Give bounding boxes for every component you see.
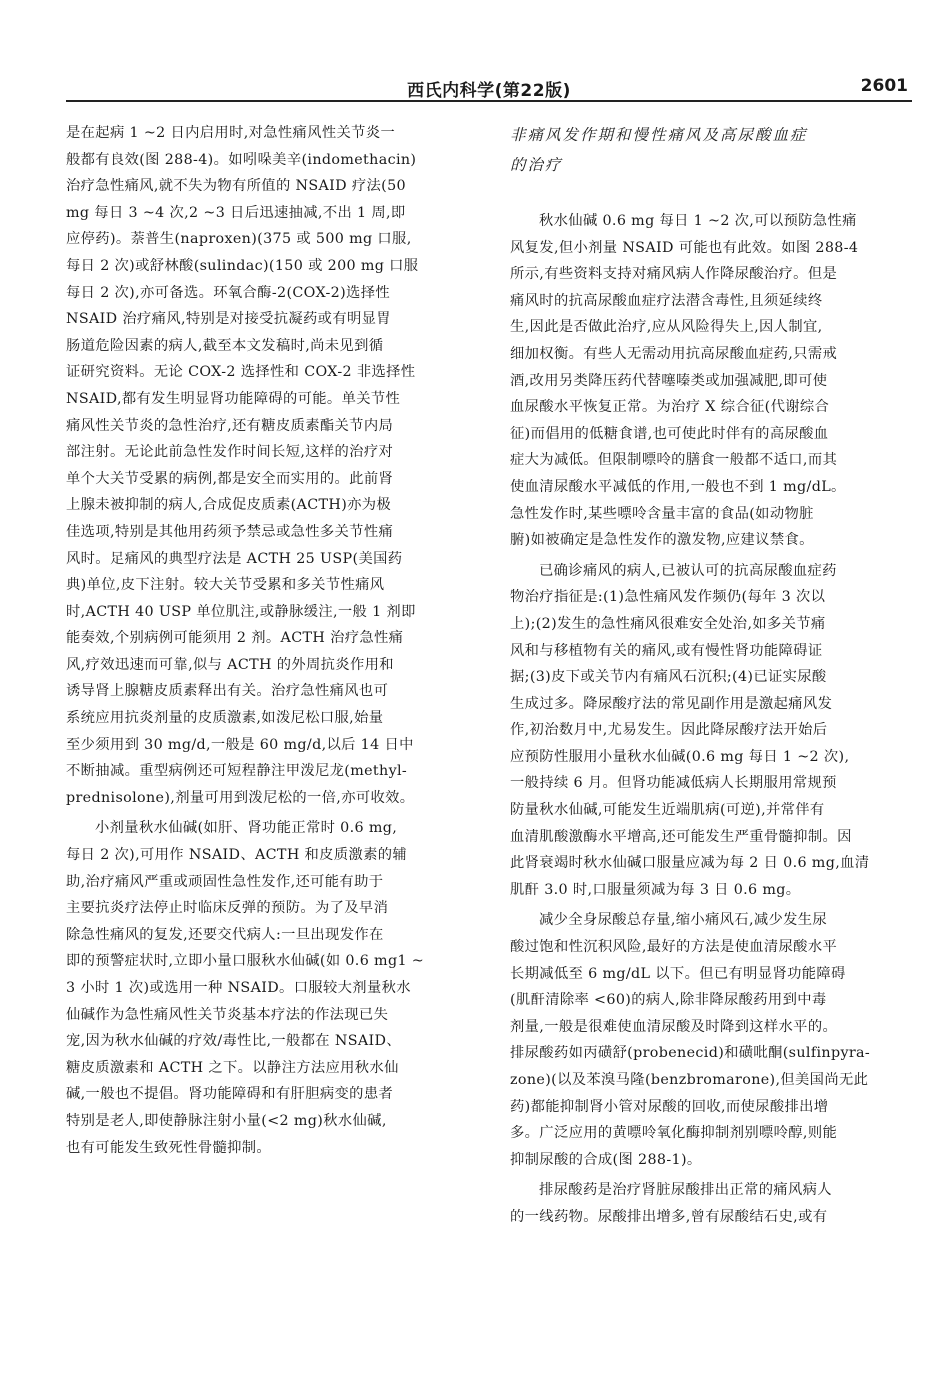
- text-line: 是在起病 1 ~2 日内启用时,对急性痛风性关节炎一: [66, 125, 396, 141]
- text-line: 主要抗炎疗法停止时临床反弹的预防。为了及早消: [66, 900, 389, 917]
- text-line: 的一线药物。尿酸排出增多,曾有尿酸结石史,或有: [510, 1208, 828, 1225]
- text-line: 治疗急性痛风,就不失为物有所值的 NSAID 疗法(50: [66, 178, 406, 195]
- text-line: 抑制尿酸的合成(图 288-1)。: [510, 1151, 702, 1168]
- text-line: 防量秋水仙碱,可能发生近端肌病(可逆),并常伴有: [510, 802, 825, 819]
- text-line: 秋水仙碱 0.6 mg 每日 1 ~2 次,可以预防急性痛: [539, 213, 857, 229]
- text-line: 征)而倡用的低糖食谱,也可使此时伴有的高尿酸血: [510, 425, 829, 442]
- page-header: [66, 76, 912, 102]
- text-line: 佳选项,特别是其他用药须予禁忌或急性多关节性痛: [66, 523, 394, 540]
- right-paragraph-3: [510, 907, 920, 1173]
- text-line: 般都有良效(图 288-4)。如吲哚美辛(indomethacin): [66, 151, 417, 168]
- text-line: 每日 2 次),可用作 NSAID、ACTH 和皮质激素的辅: [66, 847, 408, 864]
- text-line: 证研究资料。无论 COX-2 选择性和 COX-2 非选择性: [66, 364, 416, 381]
- text-line: 除急性痛风的复发,还要交代病人:一旦出现发作在: [66, 926, 384, 943]
- text-line: 药)都能抑制肾小管对尿酸的回收,而使尿酸排出增: [510, 1098, 829, 1115]
- text-line: 风复发,但小剂量 NSAID 可能也有此效。如图 288-4: [510, 239, 859, 256]
- text-line: 仙碱作为急性痛风性关节炎基本疗法的作法现已失: [66, 1006, 389, 1023]
- text-line: 部注射。无论此前急性发作时间长短,这样的治疗对: [66, 444, 394, 461]
- text-line: 多。广泛应用的黄嘌呤氧化酶抑制剂别嘌呤醇,则能: [510, 1125, 838, 1142]
- text-line: 每日 2 次),亦可备选。环氧合酶-2(COX-2)选择性: [66, 284, 390, 301]
- text-line: 助,治疗痛风严重或顽固性急性发作,还可能有助于: [66, 873, 384, 890]
- left-paragraph-2: [66, 815, 476, 1161]
- text-line: 能奏效,个别病例可能须用 2 剂。ACTH 治疗急性痛: [66, 630, 404, 647]
- text-line: 细加权衡。有些人无需动用抗高尿酸血症药,只需戒: [510, 345, 838, 362]
- text-line: 小剂量秋水仙碱(如肝、肾功能正常时 0.6 mg,: [95, 820, 398, 837]
- text-line: 不断抽减。重型病例还可短程静注甲泼尼龙(methyl-: [66, 763, 408, 780]
- text-line: 生成过多。降尿酸疗法的常见副作用是激起痛风发: [510, 695, 833, 712]
- text-line: 肠道危险因素的病人,截至本文发稿时,尚未见到循: [66, 337, 384, 354]
- text-line: 一般持续 6 月。但肾功能减低病人长期服用常规预: [510, 775, 837, 792]
- text-line: 单个大关节受累的病例,都是安全而实用的。此前肾: [66, 470, 394, 487]
- right-paragraph-4: [510, 1177, 920, 1230]
- page-number: 2601: [860, 76, 908, 96]
- text-line: 系统应用抗炎剂量的皮质激素,如泼尼松口服,始量: [66, 710, 384, 727]
- text-line: 风时。足痛风的典型疗法是 ACTH 25 USP(美国药: [66, 550, 403, 567]
- text-line: 排尿酸药如丙磺舒(probenecid)和磺吡酮(sulfinpyra-: [510, 1045, 871, 1062]
- text-line: mg 每日 3 ~4 次,2 ~3 日后迅速抽减,不出 1 周,即: [66, 204, 406, 221]
- text-line: 宠,因为秋水仙碱的疗效/毒性比,一般都在 NSAID、: [66, 1033, 401, 1050]
- text-line: 上);(2)发生的急性痛风很难安全处治,如多关节痛: [510, 615, 826, 632]
- right-paragraph-2: [510, 558, 920, 904]
- text-line: 血尿酸水平恢复正常。为治疗 X 综合征(代谢综合: [510, 399, 830, 416]
- right-column: [510, 120, 920, 1231]
- text-line: 症大为减低。但限制嘌呤的膳食一般都不适口,而其: [510, 452, 838, 469]
- left-column: [66, 120, 476, 1161]
- text-line: 急性发作时,某些嘌呤含量丰富的食品(如动物脏: [510, 505, 814, 522]
- text-line: 糖皮质激素和 ACTH 之下。以静注方法应用秋水仙: [66, 1059, 399, 1076]
- text-line: NSAID,都有发生明显肾功能障碍的可能。单关节性: [66, 390, 401, 407]
- text-line: 腑)如被确定是急性发作的激发物,应建议禁食。: [510, 532, 814, 549]
- text-line: 上腺未被抑制的病人,合成促皮质素(ACTH)亦为极: [66, 497, 392, 514]
- text-line: 物治疗指征是:(1)急性痛风发作频仍(每年 3 次以: [510, 589, 826, 606]
- text-line: 典)单位,皮下注射。较大关节受累和多关节性痛风: [66, 577, 385, 594]
- text-line: 风,疗效迅速而可靠,似与 ACTH 的外周抗炎作用和: [66, 656, 394, 673]
- text-line: zone)(以及苯溴马隆(benzbromarone),但美国尚无此: [510, 1072, 869, 1088]
- text-line: 应停药)。萘普生(naproxen)(375 或 500 mg 口服,: [66, 231, 412, 248]
- text-line: 肌酐 3.0 时,口服量须减为每 3 日 0.6 mg。: [510, 881, 801, 898]
- right-paragraph-1: [510, 208, 920, 554]
- text-line: 至少须用到 30 mg/d,一般是 60 mg/d,以后 14 日中: [66, 736, 414, 753]
- text-line: 此肾衰竭时秋水仙碱口服量应减为每 2 日 0.6 mg,血清: [510, 855, 870, 872]
- text-line: 作,初治数月中,尤易发生。因此降尿酸疗法开始后: [510, 722, 828, 739]
- section-heading-line-1: 非痛风发作期和慢性痛风及高尿酸血症: [510, 126, 808, 144]
- text-line: 痛风时的抗高尿酸血症疗法潜含毒性,且须延续终: [510, 292, 823, 309]
- book-title: 西氏内科学(第22版): [407, 81, 571, 101]
- section-heading-line-2: 的治疗: [510, 156, 563, 174]
- text-line: 已确诊痛风的病人,已被认可的抗高尿酸血症药: [539, 562, 837, 579]
- text-line: 酒,改用另类降压药代替噻嗪类或加强减肥,即可使: [510, 372, 828, 389]
- text-line: 使血清尿酸水平减低的作用,一般也不到 1 mg/dL。: [510, 478, 846, 495]
- text-line: 特别是老人,即使静脉注射小量(<2 mg)秋水仙碱,: [66, 1112, 387, 1129]
- text-line: NSAID 治疗痛风,特别是对接受抗凝药或有明显胃: [66, 311, 391, 328]
- text-line: 应预防性服用小量秋水仙碱(0.6 mg 每日 1 ~2 次),: [510, 748, 850, 765]
- text-line: 每日 2 次)或舒林酸(sulindac)(150 或 200 mg 口服: [66, 257, 419, 274]
- text-line: 风和与移植物有关的痛风,或有慢性肾功能障碍证: [510, 642, 823, 659]
- text-line: 酸过饱和性沉积风险,最好的方法是使血清尿酸水平: [510, 939, 838, 956]
- text-line: 痛风性关节炎的急性治疗,还有糖皮质素酯关节内局: [66, 417, 394, 434]
- text-line: 排尿酸药是治疗肾脏尿酸排出正常的痛风病人: [539, 1182, 832, 1199]
- text-line: 诱导肾上腺糖皮质素释出有关。治疗急性痛风也可: [66, 683, 389, 700]
- text-line: prednisolone),剂量可用到泼尼松的一倍,亦可收效。: [66, 789, 415, 806]
- text-line: 也有可能发生致死性骨髓抑制。: [66, 1139, 272, 1156]
- text-line: 血清肌酸激酶水平增高,还可能发生严重骨髓抑制。因: [510, 828, 852, 845]
- text-line: 据;(3)皮下或关节内有痛风石沉积;(4)已证实尿酸: [510, 669, 827, 686]
- text-line: 减少全身尿酸总存量,缩小痛风石,减少发生尿: [539, 912, 828, 929]
- text-line: 长期减低至 6 mg/dL 以下。但已有明显肾功能障碍: [510, 965, 846, 982]
- text-line: (肌酐清除率 <60)的病人,除非降尿酸药用到中毒: [510, 992, 827, 1009]
- text-line: 时,ACTH 40 USP 单位肌注,或静脉缓注,一般 1 剂即: [66, 603, 416, 620]
- left-paragraph-1: [66, 120, 476, 811]
- text-line: 碱,一般也不提倡。肾功能障碍和有肝胆病变的患者: [66, 1086, 394, 1103]
- text-line: 生,因此是否做此治疗,应从风险得失上,因人制宜,: [510, 319, 823, 336]
- header-rule: [66, 100, 912, 102]
- text-line: 所示,有些资料支持对痛风病人作降尿酸治疗。但是: [510, 266, 838, 283]
- text-line: 即的预警症状时,立即小量口服秋水仙碱(如 0.6 mg1 ~: [66, 953, 425, 970]
- text-line: 3 小时 1 次)或选用一种 NSAID。口服较大剂量秋水: [66, 980, 411, 996]
- text-line: 剂量,一般是很难使血清尿酸及时降到这样水平的。: [510, 1018, 838, 1035]
